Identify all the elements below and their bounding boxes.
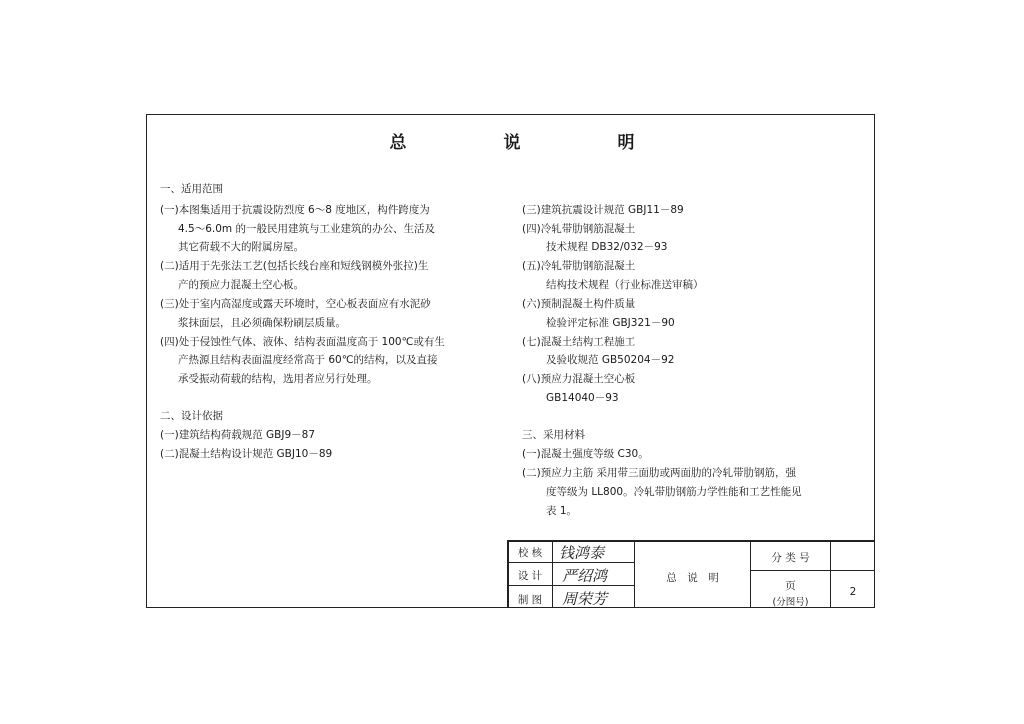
- section2-line: (二)混凝土结构设计规范 GBJ10－89: [160, 448, 333, 460]
- section1-line: (三)处于室内高湿度或露天环境时，空心板表面应有水泥砂: [160, 298, 431, 310]
- section2-right-line: (六)预制混凝土构件质量: [522, 298, 636, 310]
- section1-heading: 一、适用范围: [160, 183, 223, 195]
- sub-page-label: (分图号): [772, 597, 809, 608]
- section3-line: 度等级为 LL800。冷轧带肋钢筋力学性能和工艺性能见: [546, 486, 802, 498]
- section1-line: 4.5～6.0m 的一般民用建筑与工业建筑的办公、生活及: [178, 223, 435, 235]
- section2-right-line: (四)冷轧带肋钢筋混凝土: [522, 223, 636, 235]
- drawing-name: 总 说 明: [666, 572, 719, 584]
- section3-line: (二)预应力主筋 采用带三面肋或两面肋的冷轧带肋钢筋，强: [522, 467, 797, 479]
- checker-signature: 钱鸿泰: [559, 544, 605, 562]
- title-block: [507, 540, 875, 608]
- designer-label: 设 计: [517, 570, 543, 582]
- drafter-signature: 周荣芳: [562, 590, 608, 608]
- section2-right-line: (八)预应力混凝土空心板: [522, 373, 636, 385]
- category-label: 分 类 号: [771, 552, 810, 564]
- section1-line: (二)适用于先张法工艺(包括长线台座和短线钢模外张拉)生: [160, 260, 429, 272]
- section1-line: 其它荷载不大的附属房屋。: [178, 241, 304, 253]
- section2-heading: 二、设计依据: [160, 410, 223, 422]
- section3-line: (一)混凝土强度等级 C30。: [522, 448, 649, 460]
- section2-right-line: 结构技术规程（行业标准送审稿）: [546, 279, 704, 291]
- section1-line: (四)处于侵蚀性气体、液体、结构表面温度高于 100℃或有生: [160, 336, 445, 348]
- section1-line: 浆抹面层，且必须确保粉刷层质量。: [178, 317, 346, 329]
- page-number: 2: [849, 586, 857, 598]
- page-label: 页: [785, 580, 796, 592]
- section1-line: 产热源且结构表面温度经常高于 60℃的结构，以及直接: [178, 354, 438, 366]
- section3-line: 表 1。: [546, 505, 578, 517]
- drafter-label: 制 图: [517, 594, 543, 606]
- page-title: 总 说 明: [389, 133, 675, 153]
- section2-right-line: 技术规程 DB32/032－93: [546, 241, 668, 253]
- section3-heading: 三、采用材料: [522, 429, 585, 441]
- section2-right-line: (三)建筑抗震设计规范 GBJ11－89: [522, 204, 684, 216]
- section2-right-line: 及验收规范 GB50204－92: [546, 354, 675, 366]
- section2-right-line: (五)冷轧带肋钢筋混凝土: [522, 260, 636, 272]
- section2-line: (一)建筑结构荷载规范 GBJ9－87: [160, 429, 316, 441]
- checker-label: 校 核: [517, 547, 543, 559]
- designer-signature: 严绍鸿: [562, 567, 608, 585]
- section2-right-line: 检验评定标准 GBJ321－90: [546, 317, 675, 329]
- section1-line: 承受振动荷载的结构，选用者应另行处理。: [178, 373, 378, 385]
- section2-right-line: (七)混凝土结构工程施工: [522, 336, 636, 348]
- section1-line: 产的预应力混凝土空心板。: [178, 279, 304, 291]
- section2-right-line: GB14040－93: [546, 392, 619, 404]
- section1-line: (一)本图集适用于抗震设防烈度 6～8 度地区，构件跨度为: [160, 204, 430, 216]
